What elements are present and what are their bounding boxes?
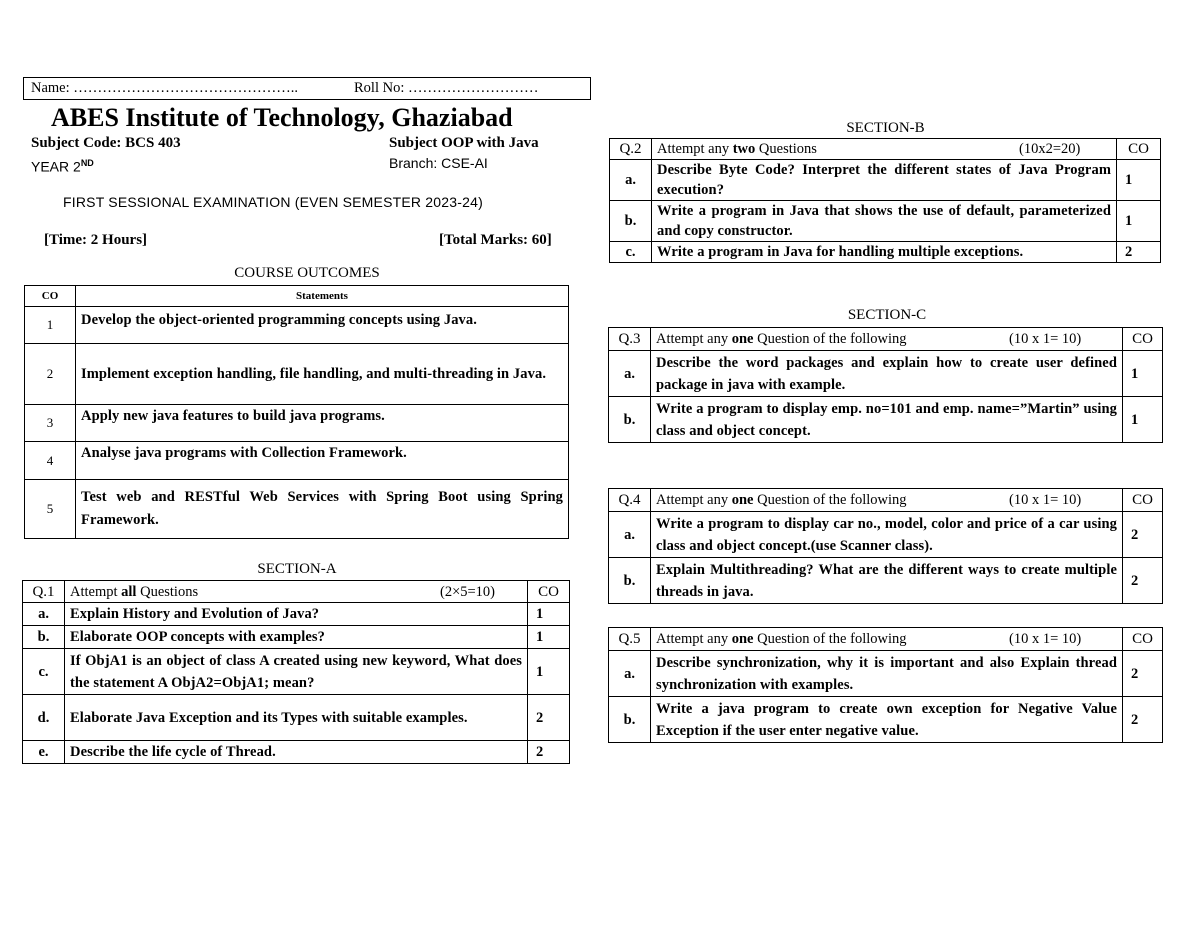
instruction-post: Question of the following xyxy=(753,492,907,508)
question-row xyxy=(23,603,570,626)
subject-name: Subject OOP with Java xyxy=(389,135,539,151)
instruction-pre: Attempt any xyxy=(656,492,732,508)
question-row xyxy=(610,160,1161,201)
instruction-post: Question of the following xyxy=(753,631,907,647)
section-b-title: SECTION-B xyxy=(846,120,925,136)
question-label: d. xyxy=(23,695,65,741)
question-instruction xyxy=(65,581,528,603)
section-a-table xyxy=(22,580,570,764)
instruction-bold: one xyxy=(731,331,754,347)
instruction-bold: all xyxy=(121,583,137,600)
question-text: Write a program to display emp. no=101 and emp. name=”Martin” using class and object concept. xyxy=(651,397,1123,443)
subject-code: Subject Code: BCS 403 xyxy=(31,135,181,151)
co-number: 3 xyxy=(25,405,76,442)
question-text: Explain History and Evolution of Java? xyxy=(65,603,528,626)
question-co: 1 xyxy=(1123,351,1163,397)
co-header: CO xyxy=(1123,328,1163,351)
co-number: 4 xyxy=(25,442,76,480)
question-co: 1 xyxy=(528,603,570,626)
question-text: Describe Byte Code? Interpret the different states of Java Program execution? xyxy=(652,160,1117,201)
question-co: 2 xyxy=(1123,512,1163,558)
question-row xyxy=(23,741,570,764)
institute-title: ABES Institute of Technology, Ghaziabad xyxy=(51,103,513,132)
exam-time: [Time: 2 Hours] xyxy=(44,232,148,248)
question-text: Elaborate Java Exception and its Types with suitable examples. xyxy=(65,695,528,741)
question-text: Explain Multithreading? What are the different ways to create multiple threads in java. xyxy=(651,558,1123,604)
question-co: 2 xyxy=(528,741,570,764)
question-co: 1 xyxy=(1117,201,1161,242)
section-b-table xyxy=(609,138,1161,263)
question-row xyxy=(609,558,1163,604)
roll-no-field-label: Roll No: ……………………… xyxy=(354,80,539,96)
name-roll-box xyxy=(23,77,591,100)
question-co: 2 xyxy=(1123,651,1163,697)
question-number: Q.2 xyxy=(610,139,652,160)
year-label: YEAR 2 xyxy=(31,158,81,175)
question-marks: (10x2=20) xyxy=(1019,141,1081,157)
question-label: b. xyxy=(609,558,651,604)
question-5-table xyxy=(608,627,1163,743)
question-label: a. xyxy=(609,651,651,697)
co-row-2 xyxy=(25,344,569,405)
question-text: Write a program in Java for handling multiple exceptions. xyxy=(652,242,1117,263)
question-row xyxy=(609,697,1163,743)
question-text: Elaborate OOP concepts with examples? xyxy=(65,626,528,649)
question-row xyxy=(610,201,1161,242)
question-co: 2 xyxy=(1123,697,1163,743)
question-label: b. xyxy=(609,697,651,743)
co-statement: Analyse java programs with Collection Framework. xyxy=(76,442,569,480)
co-number: 1 xyxy=(25,307,76,344)
co-statement: Develop the object-oriented programming concepts using Java. xyxy=(76,307,569,344)
exam-title: FIRST SESSIONAL EXAMINATION (EVEN SEMESTER 2023-24) xyxy=(63,194,483,210)
question-4-table xyxy=(608,488,1163,604)
question-number: Q.1 xyxy=(23,581,65,603)
question-label: a. xyxy=(610,160,652,201)
question-label: c. xyxy=(23,649,65,695)
question-label: a. xyxy=(23,603,65,626)
year xyxy=(31,154,94,176)
instruction-post: Questions xyxy=(136,583,199,600)
co-row-4 xyxy=(25,442,569,480)
question-text: Describe the life cycle of Thread. xyxy=(65,741,528,764)
question-row xyxy=(23,695,570,741)
question-row xyxy=(23,649,570,695)
co-statement: Test web and RESTful Web Services with Spring Boot using Spring Framework. xyxy=(76,480,569,539)
question-co: 1 xyxy=(1117,160,1161,201)
question-3-header-row xyxy=(609,328,1163,351)
statements-header: Statements xyxy=(76,286,569,307)
question-co: 2 xyxy=(1123,558,1163,604)
question-number: Q.3 xyxy=(609,328,651,351)
co-row-5 xyxy=(25,480,569,539)
question-label: c. xyxy=(610,242,652,263)
instruction-post: Questions xyxy=(755,141,817,157)
co-number: 2 xyxy=(25,344,76,405)
instruction-bold: one xyxy=(731,492,754,508)
instruction-pre: Attempt any xyxy=(657,141,733,157)
section-a-title: SECTION-A xyxy=(257,561,337,577)
instruction-bold: two xyxy=(732,141,756,157)
total-marks: [Total Marks: 60] xyxy=(439,232,552,248)
instruction-pre: Attempt xyxy=(70,583,122,600)
question-instruction xyxy=(651,489,1123,512)
instruction-bold: one xyxy=(731,631,754,647)
co-header: CO xyxy=(1123,489,1163,512)
question-instruction xyxy=(651,328,1123,351)
question-4-header-row xyxy=(609,489,1163,512)
question-marks: (10 x 1= 10) xyxy=(1009,631,1082,647)
question-co: 2 xyxy=(1117,242,1161,263)
question-text: If ObjA1 is an object of class A created using new keyword, What does the statement A ObjA2=ObjA1; mean? xyxy=(65,649,528,695)
name-field-label: Name: ……………………………………….. xyxy=(31,80,299,96)
question-row xyxy=(609,512,1163,558)
course-outcomes-title: COURSE OUTCOMES xyxy=(234,265,380,281)
question-marks: (10 x 1= 10) xyxy=(1009,331,1082,347)
co-header: CO xyxy=(528,581,570,603)
question-co: 1 xyxy=(1123,397,1163,443)
question-co: 1 xyxy=(528,626,570,649)
question-row xyxy=(610,242,1161,263)
question-number: Q.4 xyxy=(609,489,651,512)
section-a-header-row xyxy=(23,581,570,603)
question-label: e. xyxy=(23,741,65,764)
branch: Branch: CSE-AI xyxy=(389,155,488,171)
question-text: Write a program in Java that shows the use of default, parameterized and copy constructor. xyxy=(652,201,1117,242)
instruction-pre: Attempt any xyxy=(656,631,732,647)
question-row xyxy=(609,351,1163,397)
question-label: b. xyxy=(23,626,65,649)
year-superscript: ND xyxy=(80,158,94,168)
question-text: Write a java program to create own exception for Negative Value Exception if the user enter negative value. xyxy=(651,697,1123,743)
question-row xyxy=(23,626,570,649)
question-number: Q.5 xyxy=(609,628,651,651)
question-5-header-row xyxy=(609,628,1163,651)
question-instruction xyxy=(651,628,1123,651)
question-label: a. xyxy=(609,351,651,397)
question-instruction xyxy=(652,139,1117,160)
question-co: 2 xyxy=(528,695,570,741)
course-outcomes-table xyxy=(24,285,569,539)
co-header: CO xyxy=(25,286,76,307)
co-header: CO xyxy=(1117,139,1161,160)
instruction-pre: Attempt any xyxy=(656,331,732,347)
question-text: Write a program to display car no., model, color and price of a car using class and object concept.(use Scanner class). xyxy=(651,512,1123,558)
co-header: CO xyxy=(1123,628,1163,651)
instruction-post: Question of the following xyxy=(753,331,907,347)
section-b-header-row xyxy=(610,139,1161,160)
question-marks: (10 x 1= 10) xyxy=(1009,492,1082,508)
co-statement: Implement exception handling, file handling, and multi-threading in Java. xyxy=(76,344,569,405)
question-row xyxy=(609,397,1163,443)
question-3-table xyxy=(608,327,1163,443)
co-number: 5 xyxy=(25,480,76,539)
question-marks: (2×5=10) xyxy=(440,583,496,600)
question-label: a. xyxy=(609,512,651,558)
question-row xyxy=(609,651,1163,697)
question-co: 1 xyxy=(528,649,570,695)
question-label: b. xyxy=(610,201,652,242)
question-label: b. xyxy=(609,397,651,443)
co-statement: Apply new java features to build java programs. xyxy=(76,405,569,442)
co-row-3 xyxy=(25,405,569,442)
question-text: Describe synchronization, why it is important and also Explain thread synchronization with examples. xyxy=(651,651,1123,697)
co-row-1 xyxy=(25,307,569,344)
question-text: Describe the word packages and explain how to create user defined package in java with example. xyxy=(651,351,1123,397)
section-c-title: SECTION-C xyxy=(847,307,927,323)
